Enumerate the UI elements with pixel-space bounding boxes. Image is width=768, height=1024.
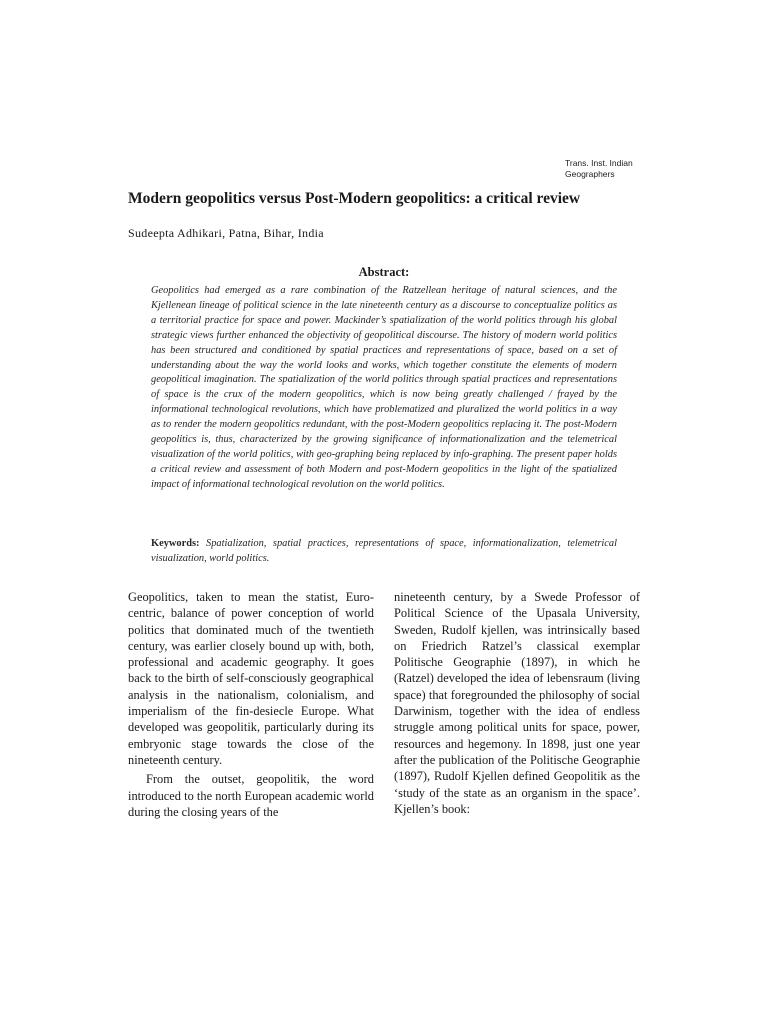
body-paragraph: From the outset, geopolitik, the word introduced to the north European academic world during the closing years of the	[128, 772, 374, 819]
keywords-text: Spatialization, spatial practices, representations of space, informationalization, telemetrical visualization, world politics.	[151, 538, 617, 564]
body-column-right	[394, 589, 640, 817]
journal-name	[565, 158, 675, 180]
body-column-left	[128, 589, 374, 820]
keywords	[151, 537, 617, 567]
author-line: Sudeepta Adhikari, Patna, Bihar, India	[128, 226, 324, 240]
body-paragraph: Geopolitics, taken to mean the statist, Euro-centric, balance of power conception of world politics that dominated much of the twentieth century, was earlier closely bound up with, both, professional and academic geography. It goes back to the birth of self-consciously geographical analysis in the nationalism, colonialism, and imperialism of the fin-desiecle Europe. What developed was geopolitik, particularly during its embryonic stage towards the close of the nineteenth century.	[128, 590, 374, 767]
abstract-heading: Abstract:	[358, 265, 410, 279]
abstract-text: Geopolitics had emerged as a rare combination of the Ratzellean heritage of natural sciences, and the Kjellenean lineage of political science in the late nineteenth century as a discourse to conceptualize politics as a territorial practice for space and power. Mackinder’s spatialization of the world politics through his global strategic views further enhanced the objectivity of geopolitical discourse. The history of modern world politics has been structured and conditioned by spatial practices and representations of space, based on a set of understanding about the way the world looks and works, which together constitute the elements of modern geopolitical imagination. The spatialization of the world politics through spatial practices and representations of space is the crux of the modern geopolitics, which is now being greatly challenged / frayed by the informational technological revolutions, which have problematized and pluralized the world politics in a way as to render the modern geopolitics redundant, with the post-Modern geopolitics replacing it. The post-Modern geopolitics is, thus, characterized by the growing significance of informationalization and the telemetrical visualization of the world politics, with geo-graphing being replaced by info-graphing. The present paper holds a critical review and assessment of both Modern and post-Modern geopolitics in the light of the spatialized impact of informational technological revolution on the world politics.	[151, 285, 617, 490]
body-paragraph: nineteenth century, by a Swede Professor of Political Science of the Upasala University, Sweden, Rudolf kjellen, was intrinsically based on Friedrich Ratzel’s classical exemplar Politische Geographie (1897), in which he (Ratzel) developed the idea of lebensraum (living space) that foregrounded the philosophy of social Darwinism, together with the idea of endless struggle among political units for space, power, resources and hegemony. In 1898, just one year after the publication of the Politische Geographie (1897), Rudolf Kjellen defined Geopolitik as the ‘study of the state as an organism in the space’. Kjellen’s book:	[394, 590, 640, 816]
keywords-label: Keywords:	[151, 538, 200, 549]
paper-title: Modern geopolitics versus Post-Modern geopolitics: a critical review	[128, 190, 581, 207]
journal-name-line-2: Geographers	[565, 169, 615, 179]
journal-name-line-1: Trans. Inst. Indian	[565, 158, 633, 168]
